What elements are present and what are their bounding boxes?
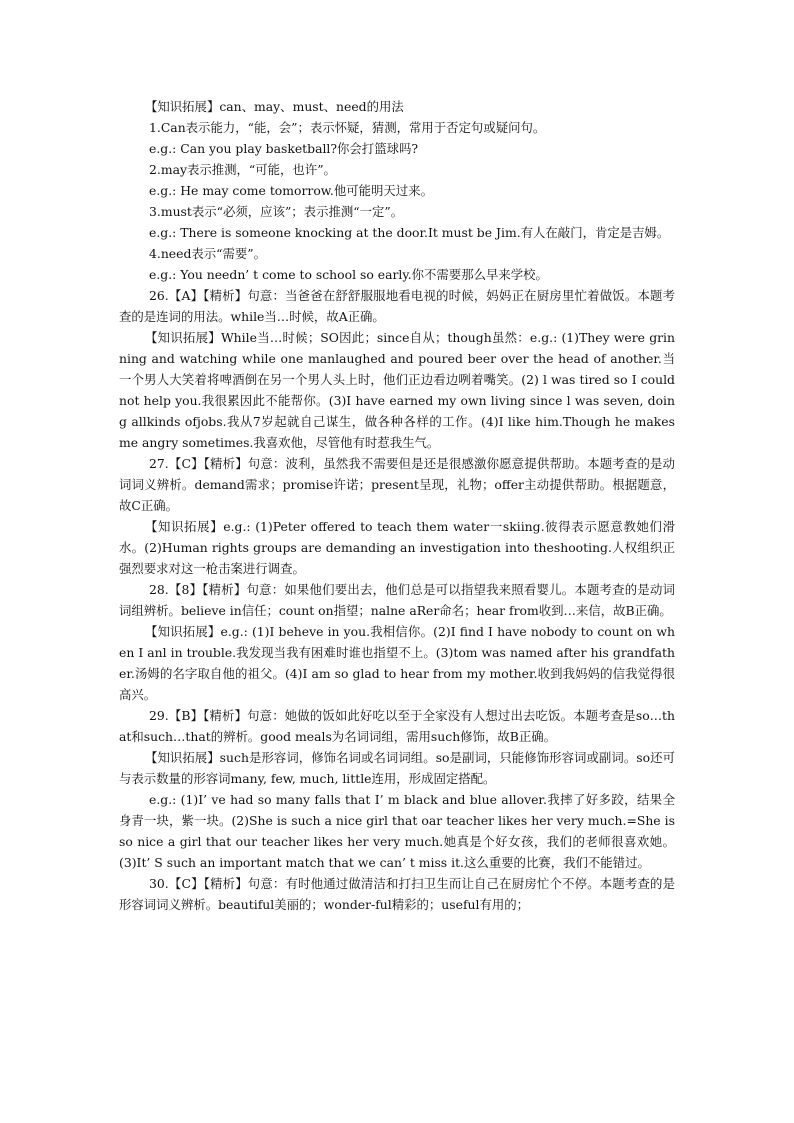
knowledge-extension: 【知识拓展】e.g.: (1)Peter offered to teach them water一skiing.彼得表示愿意教她们滑水。(2)Human rights groups are demanding an investigation into theshooting.人权组织正强烈要求对这一枪击案进行调查。 (119, 519, 675, 576)
answer-explanation-30: 30.【C】【精析】句意：有时他通过做清洁和打扫卫生而让自己在厨房忙个不停。本题考查的是形容词词义辨析。beautiful美丽的；wonder-ful精彩的；useful有用的； (119, 876, 675, 912)
knowledge-extension: 【知识拓展】While当…时候；SO因此；since自从；though虽然：e.g.: (1)They were grinning and watching while one manlaughed and poured beer over the head of another.当一个男人大笑着将啤酒倒在另一个男人头上时，他们正边看边咧着嘴笑。(2) l was tired so I could not help you.我很累因此不能帮你。(3)I have earned my own living since l was seven, doing allkinds ofjobs.我从7岁起就自己谋生，做各种各样的工作。(4)I like him.Though he makes me angry sometimes.我喜欢他，尽管他有时惹我生气。 (119, 330, 675, 450)
paragraph: 2.may表示推测，“可能，也许”。 (149, 162, 336, 177)
knowledge-extension: 【知识拓展】e.g.: (1)I beheve in you.我相信你。(2)I find I have nobody to count on when I anl in trouble.我发现当我有困难时谁也指望不上。(3)tom was named after his grandfather.汤姆的名字取自他的祖父。(4)I am so glad to hear from my mother.收到我妈妈的信我觉得很高兴。 (119, 624, 675, 702)
answer-explanation-29: 29.【B】【精析】句意：她做的饭如此好吃以至于全家没有人想过出去吃饭。本题考查是so…that和such…that的辨析。good meals为名词词组，需用such修饰，故B正确。 (119, 708, 675, 744)
answer-explanation-26: 26.【A】【精析】句意：当爸爸在舒舒服服地看电视的时候，妈妈正在厨房里忙着做饭。本题考查的是连词的用法。while当…时候，故A正确。 (119, 288, 675, 324)
paragraph: 3.must表示“必须，应该”；表示推测“一定”。 (149, 204, 404, 219)
example-sentence: e.g.: You needn’ t come to school so early.你不需要那么早来学校。 (149, 267, 548, 282)
section-heading-modal-verbs: 【知识拓展】can、may、must、need的用法 (145, 99, 404, 114)
document-body (119, 96, 675, 915)
paragraph: 1.Can表示能力，“能，会”；表示怀疑，猜测，常用于否定句或疑问句。 (149, 120, 546, 135)
paragraph: 4.need表示“需要”。 (149, 246, 267, 261)
example-sentence: e.g.: He may come tomorrow.他可能明天过来。 (149, 183, 433, 198)
example-sentence: e.g.: There is someone knocking at the door.It must be Jim.有人在敲门，肯定是吉姆。 (149, 225, 670, 240)
answer-explanation-27: 27.【C】【精析】句意：波利，虽然我不需要但是还是很感激你愿意提供帮助。本题考查的是动词词义辨析。demand需求；promise许诺；present呈现，礼物；offer主动提供帮助。根据题意，故C正确。 (119, 456, 675, 513)
answer-explanation-28: 28.【8】【精析】句意：如果他们要出去，他们总是可以指望我来照看婴儿。本题考查的是动词词组辨析。believe in信任；count on指望；nalne aRer命名；hear from收到…来信，故B正确。 (119, 582, 675, 618)
example-sentence: e.g.: Can you play basketball?你会打篮球吗? (149, 141, 419, 156)
knowledge-extension: 【知识拓展】such是形容词，修饰名词或名词词组。so是副词，只能修饰形容词或副词。so还可与表示数量的形容词many, few, much, little连用，形成固定搭配。 (119, 750, 675, 786)
example-sentence: e.g.: (1)I’ ve had so many falls that I’ m black and blue allover.我摔了好多跤，结果全身青一块，紫一块。(2)She is such a nice girl that oar teacher likes her very much.=She is so nice a girl that our teacher likes her very much.她真是个好女孩，我们的老师很喜欢她。(3)It’ S such an important match that we can’ t miss it.这么重要的比赛，我们不能错过。 (119, 792, 675, 870)
